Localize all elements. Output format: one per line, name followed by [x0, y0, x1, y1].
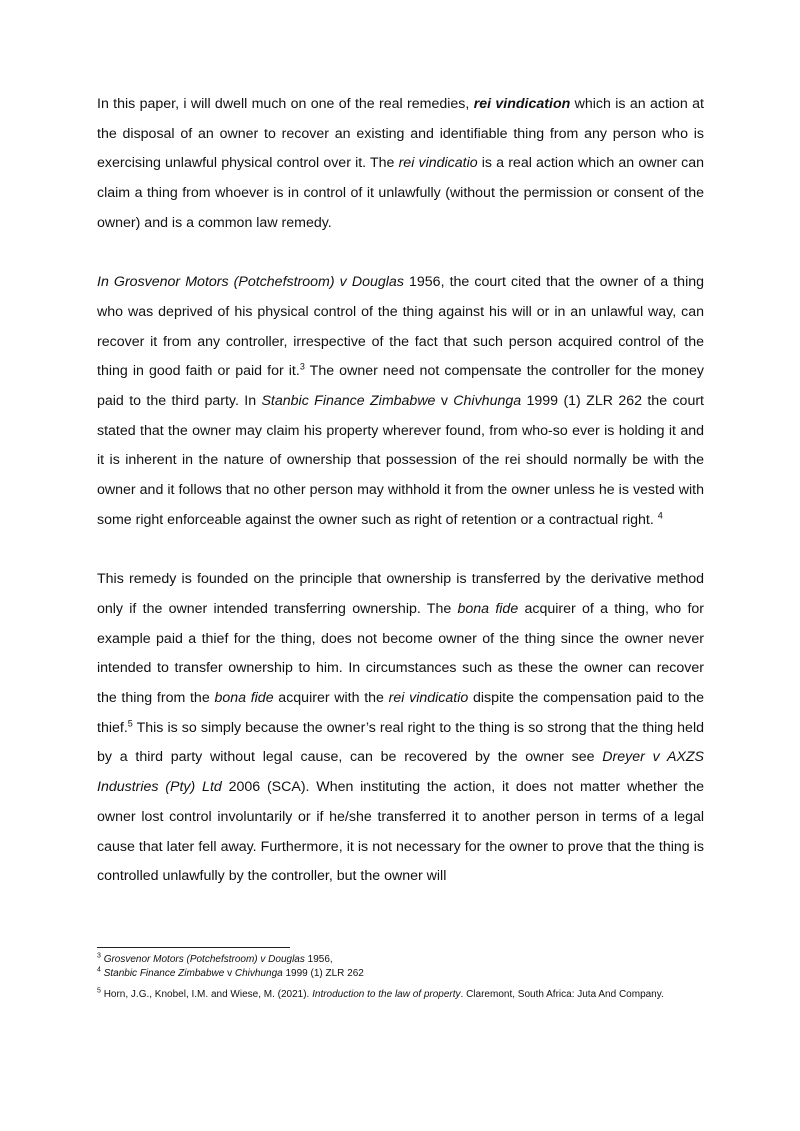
- case-name: Stanbic Finance Zimbabwe: [261, 393, 436, 410]
- footnote-number: 3: [97, 952, 101, 960]
- case-name: Stanbic Finance Zimbabwe: [103, 967, 225, 979]
- case-name: Grosvenor Motors (Potchefstroom) v Douglas: [103, 954, 305, 965]
- case-name: In Grosvenor Motors (Potchefstroom) v Douglas: [97, 274, 404, 291]
- footnotes: [97, 953, 704, 1007]
- text-run: v: [224, 967, 235, 979]
- text-run: . Claremont, South Africa: Juta And Company.: [460, 989, 664, 1000]
- text-run: which is an action at the disposal of an owner to recover an existing and identifiable thing from any person who is exercising unlawful physical control over it. The: [97, 96, 704, 172]
- footnote-ref: 3: [299, 361, 305, 372]
- text-run: 1999 (1) ZLR 262 the court stated that the owner may claim his property wherever found, from who-so ever is holding it and it is inherent in the nature of ownership that possession of the rei should normally be with the owner and it follows that no other person may withhold it from the owner unless he is vested with some right enforceable against the owner such as right of retention or a contractual right.: [97, 393, 705, 528]
- footnote-ref: 5: [127, 718, 133, 728]
- term-rei-vindication: rei vindication: [473, 96, 571, 112]
- text-run: 1956, the court cited that the owner of a thing who was deprived of his physical control of the thing against his will or in an unlawful way, can recover it from any controller, irrespective of the fact that such person acquired control of the thing in good faith or paid for it.: [97, 274, 705, 380]
- paragraph-2: [97, 268, 704, 535]
- term-rei-vindicatio: rei vindicatio: [388, 690, 469, 707]
- footnote-number: 4: [97, 966, 101, 974]
- text-run: This is so simply because the owner’s real right to the thing is so strong that the thing held by a third party without legal cause, can be recovered by the owner see: [97, 719, 704, 766]
- paragraph-1: [97, 90, 704, 239]
- text-run: This remedy is founded on the principle that ownership is transferred by the derivative method only if the owner intended transferring ownership. The: [97, 571, 704, 617]
- book-title: Introduction to the law of property: [312, 989, 461, 1000]
- text-run: Horn, J.G., Knobel, I.M. and Wiese, M. (2021).: [103, 989, 313, 1000]
- text-run: is a real action which an owner can claim a thing from whoever is in control of it unlawfully (without the permission or consent of the owner) and is a common law remedy.: [97, 155, 704, 231]
- text-run: In this paper, i will dwell much on one of the real remedies,: [97, 96, 474, 112]
- text-run: The owner need not compensate the controller for the money paid to the third party. In: [97, 363, 705, 410]
- case-name: Dreyer v AXZS Industries (Pty) Ltd: [97, 749, 704, 796]
- paragraph-3: [97, 565, 704, 892]
- term-bona-fide: bona fide: [214, 690, 274, 707]
- text-run: 2006 (SCA). When instituting the action, it does not matter whether the owner lost control involuntarily or if he/she transferred it to another person in terms of a legal cause that later fell away. Furthermore, it is not necessary for the owner to prove that the thing is controlled unlawfully by the controller, but the owner will: [97, 779, 704, 885]
- document-body: [97, 90, 704, 892]
- text-run: v: [435, 393, 454, 410]
- case-name: Chivhunga: [453, 393, 522, 410]
- term-rei-vindicatio: rei vindicatio: [398, 155, 478, 172]
- case-name: Chivhunga: [234, 967, 283, 979]
- footnote-3: [97, 953, 704, 967]
- text-run: acquirer of a thing, who for example paid a thief for the thing, does not become owner of the thing since the owner never intended to transfer ownership to him. In circumstances such as these the owner can recover the thing from the: [97, 600, 705, 707]
- footnote-4: [97, 967, 704, 981]
- footnote-separator: [97, 947, 290, 948]
- text-run: 1956,: [304, 954, 333, 965]
- footnote-ref: 4: [657, 510, 663, 521]
- text-run: dispite the compensation paid to the thief.: [97, 690, 704, 736]
- footnote-5: [97, 983, 704, 1007]
- text-run: 1999 (1) ZLR 262: [282, 967, 364, 979]
- term-bona-fide: bona fide: [457, 600, 519, 617]
- footnote-number: 5: [97, 987, 101, 995]
- text-run: acquirer with the: [273, 690, 389, 707]
